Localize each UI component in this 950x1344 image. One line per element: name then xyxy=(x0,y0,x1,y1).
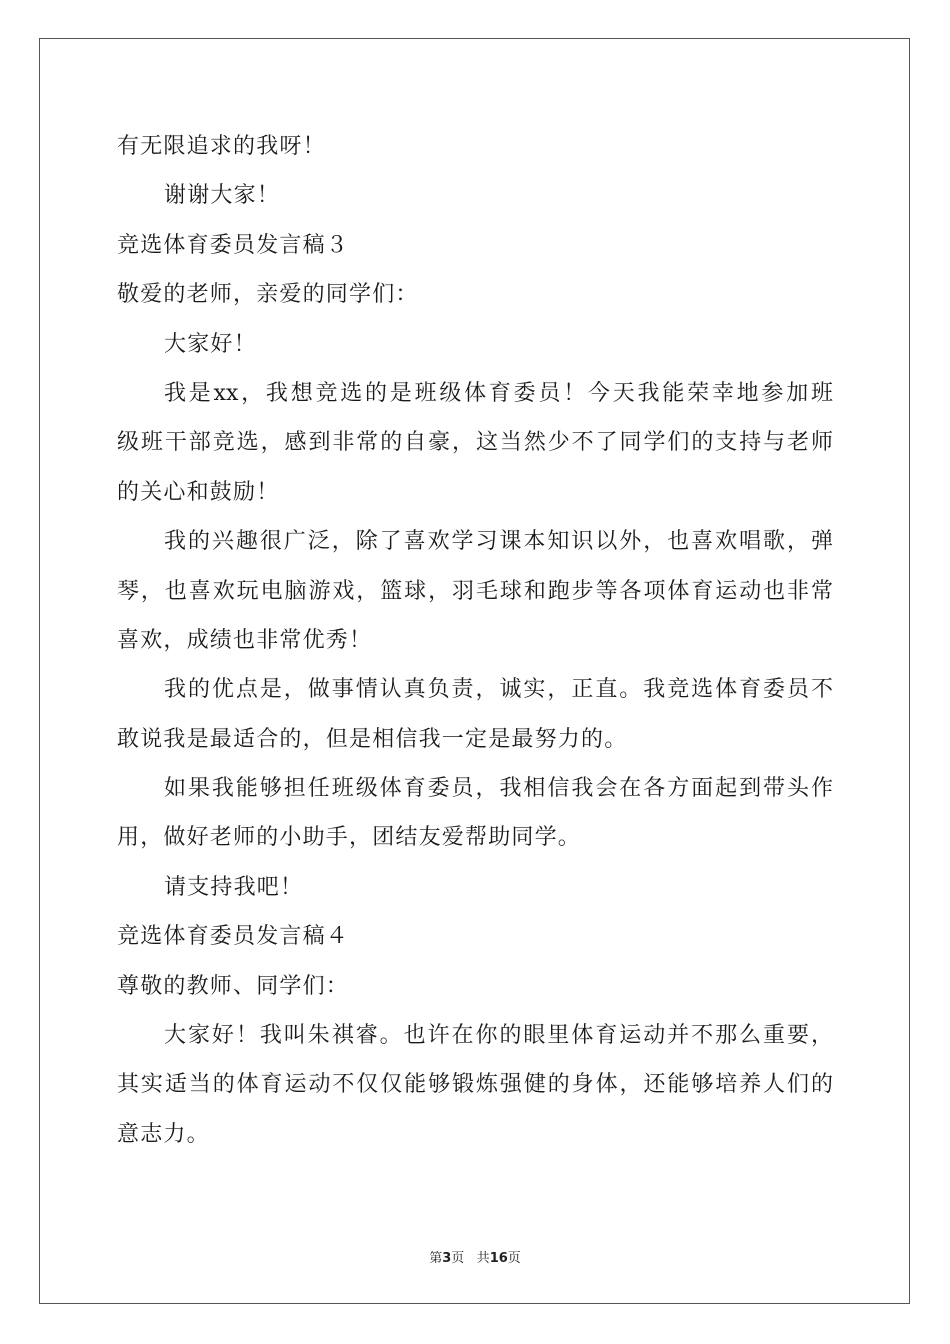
text-line: 请支持我吧！ xyxy=(164,874,304,900)
text-line: 有无限追求的我呀！ xyxy=(117,134,326,159)
footer-page-unit: 页 xyxy=(451,1251,465,1266)
text-line: 我的兴趣很广泛，除了喜欢学习课本知识以外，也喜欢唱歌，弹 xyxy=(164,529,833,555)
text-line: 大家好！我叫朱祺睿。也许在你的眼里体育运动并不那么重要， xyxy=(164,1023,833,1049)
footer-page-total: 16 xyxy=(489,1251,508,1266)
document-body xyxy=(117,122,833,1159)
text-line: 用，做好老师的小助手，团结友爱帮助同学。 xyxy=(117,825,582,851)
text-line: 其实适当的体育运动不仅仅能够锻炼强健的身体，还能够培养人们的 xyxy=(117,1072,833,1098)
footer-total-unit: 页 xyxy=(507,1251,521,1266)
section-heading: 竞选体育委员发言稿４ xyxy=(117,924,350,950)
page-footer xyxy=(0,1247,950,1266)
text-line: 如果我能够担任班级体育委员，我相信我会在各方面起到带头作 xyxy=(164,776,833,802)
text-line: 我的优点是，做事情认真负责，诚实，正直。我竞选体育委员不 xyxy=(164,677,833,703)
salutation: 尊敬的教师、同学们： xyxy=(117,973,350,999)
text-line: 我是xx，我想竞选的是班级体育委员！今天我能荣幸地参加班 xyxy=(164,380,833,406)
text-line: 敢说我是最适合的，但是相信我一定是最努力的。 xyxy=(117,726,628,752)
text-line: 琴，也喜欢玩电脑游戏，篮球，羽毛球和跑步等各项体育运动也非常 xyxy=(117,578,833,604)
text-line: 级班干部竞选，感到非常的自豪，这当然少不了同学们的支持与老师 xyxy=(117,430,833,456)
footer-total-prefix: 共 xyxy=(476,1251,490,1266)
footer-page-current: 3 xyxy=(442,1251,452,1266)
section-heading: 竞选体育委员发言稿３ xyxy=(117,232,350,258)
footer-page-prefix: 第 xyxy=(429,1251,443,1266)
text-line: 的关心和鼓励！ xyxy=(117,479,280,505)
text-line: 谢谢大家！ xyxy=(164,183,281,209)
text-line: 喜欢，成绩也非常优秀！ xyxy=(117,627,373,653)
salutation: 敬爱的老师，亲爱的同学们： xyxy=(117,282,419,308)
text-line: 意志力。 xyxy=(117,1121,210,1147)
text-line: 大家好！ xyxy=(164,331,257,357)
